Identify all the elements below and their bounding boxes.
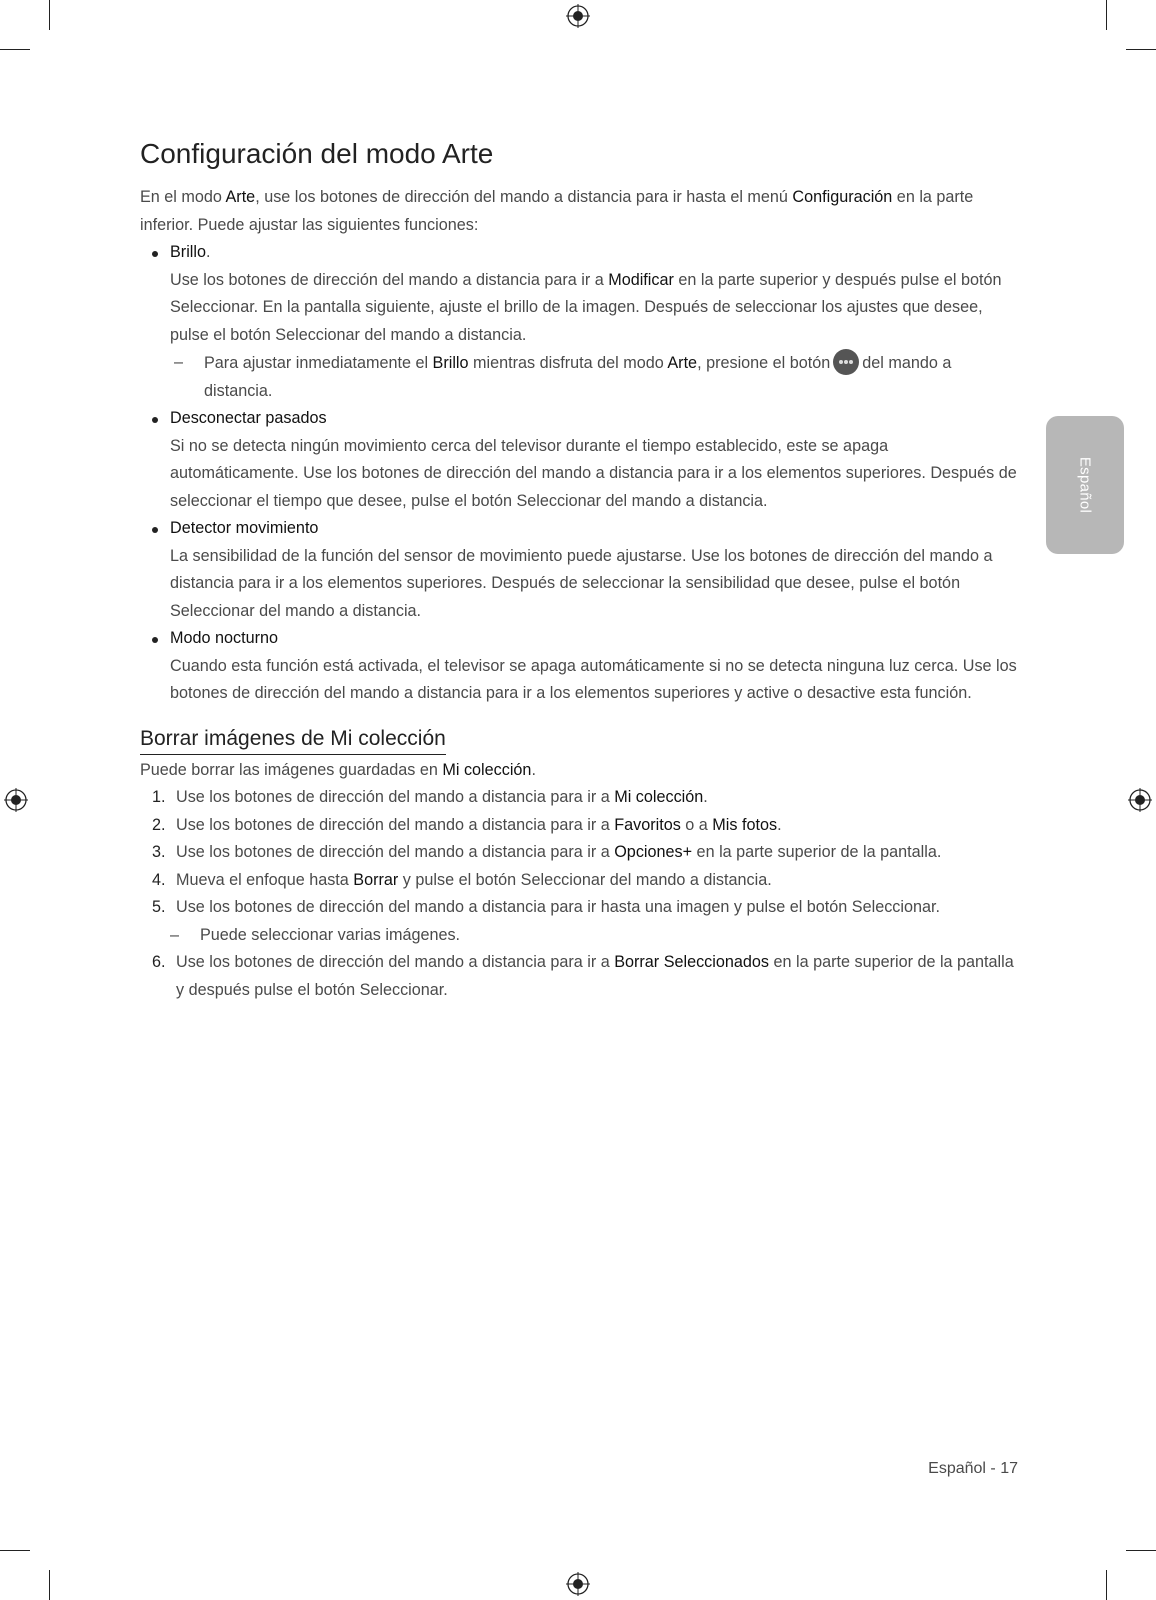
step-item (140, 867, 1020, 895)
crop-mark (0, 49, 30, 50)
language-tab-label: Español (1076, 456, 1094, 514)
registration-mark-icon (566, 1572, 590, 1596)
crop-mark (1126, 49, 1156, 50)
step-text: . (703, 788, 708, 806)
subsection-intro (140, 757, 1020, 785)
menu-term: Borrar (353, 870, 399, 889)
item-description: La sensibilidad de la función del sensor de movimiento puede ajustarse. Use los botones de dirección del mando a distancia para ir a los elementos superiores. Después de seleccionar la sensibilidad que desee, pulse el botón Seleccionar del mando a distancia. (170, 546, 993, 620)
language-side-tab (1046, 416, 1124, 554)
crop-mark (1106, 0, 1107, 30)
step-text: Use los botones de dirección del mando a distancia para ir a (176, 843, 615, 861)
menu-term: Mi colección (442, 760, 532, 779)
menu-term: Arte (225, 188, 256, 206)
menu-term: Mis fotos (712, 815, 778, 834)
more-options-button-icon (833, 349, 859, 375)
section-title: Configuración del modo Arte (140, 138, 494, 169)
step-item (140, 784, 1020, 812)
menu-term: Mi colección (614, 788, 704, 806)
intro-text: . (531, 760, 536, 779)
item-term: Desconectar pasados (170, 409, 327, 427)
item-term: Brillo (170, 243, 206, 261)
step-text: Use los botones de dirección del mando a distancia para ir a (176, 815, 615, 834)
steps-list (140, 784, 1020, 1004)
menu-term: Borrar Seleccionados (614, 953, 769, 971)
registration-mark-icon (1128, 788, 1152, 812)
menu-term: Favoritos (614, 815, 681, 834)
list-item (140, 239, 1020, 405)
settings-list (140, 239, 1020, 708)
note-text: del mando a distancia. (204, 354, 952, 400)
step-text: en la parte superior de la pantalla y después pulse el botón Seleccionar. (176, 953, 1014, 999)
intro-text: En el modo (140, 188, 226, 206)
step-item (140, 839, 1020, 867)
intro-text: Puede borrar las imágenes guardadas en (140, 760, 443, 779)
note-text: Puede seleccionar varias imágenes. (200, 925, 461, 944)
step-text: Use los botones de dirección del mando a distancia para ir hasta una imagen y pulse el botón Seleccionar. (176, 898, 940, 916)
note-text: , presione el botón (697, 354, 831, 372)
intro-text: , use los botones de dirección del mando a distancia para ir hasta el menú (255, 188, 793, 206)
step-number: 1. (152, 788, 166, 806)
list-item (140, 625, 1020, 708)
item-term: Modo nocturno (170, 629, 278, 647)
intro-text: en la parte inferior. Puede ajustar las siguientes funciones: (140, 188, 974, 234)
crop-mark (49, 1570, 50, 1600)
note-text: Para ajustar inmediatamente el (204, 354, 433, 372)
item-term: Detector movimiento (170, 519, 319, 537)
step-number: 6. (152, 953, 166, 971)
step-number: 2. (152, 815, 166, 834)
menu-term: Arte (667, 354, 698, 372)
menu-term: Modificar (608, 270, 674, 289)
registration-mark-icon (566, 4, 590, 28)
step-number: 4. (152, 870, 166, 889)
description-text: Use los botones de dirección del mando a distancia para ir a (170, 270, 609, 289)
step-text: Use los botones de dirección del mando a distancia para ir a (176, 953, 615, 971)
menu-term: Opciones+ (614, 843, 693, 861)
menu-term: Brillo (432, 354, 469, 372)
crop-mark (1126, 1550, 1156, 1551)
step-item (140, 949, 1020, 1004)
item-term-suffix: . (205, 243, 211, 261)
list-item (140, 515, 1020, 625)
step-note (166, 922, 1020, 950)
note-dash: – (174, 353, 184, 371)
registration-mark-icon (4, 788, 28, 812)
step-item (140, 812, 1020, 840)
step-text: y pulse el botón Seleccionar del mando a distancia. (398, 870, 772, 889)
step-text: . (777, 815, 782, 834)
main-content (140, 132, 1020, 1004)
step-item (140, 894, 1020, 949)
step-text: Use los botones de dirección del mando a distancia para ir a (176, 788, 615, 806)
step-text: o a (680, 815, 713, 834)
item-description (170, 267, 1020, 350)
item-description: Cuando esta función está activada, el televisor se apaga automáticamente si no se detecta ninguna luz cerca. Use los botones de dirección del mando a distancia para ir a los elementos superiores y active o desactive esta función. (170, 656, 1017, 702)
crop-mark (1106, 1570, 1107, 1600)
crop-mark (49, 0, 50, 30)
description-text: en la parte superior y después pulse el botón Seleccionar. En la pantalla siguiente, ajuste el brillo de la imagen. Después de seleccionar los ajustes que desee, pulse el botón Seleccionar del mando a distancia. (170, 270, 1002, 344)
page-number: Español - 17 (928, 1460, 1018, 1477)
step-text: Mueva el enfoque hasta (176, 870, 354, 889)
step-number: 3. (152, 843, 166, 861)
step-number: 5. (152, 898, 166, 916)
section-intro (140, 184, 1020, 239)
crop-mark (0, 1550, 30, 1551)
step-text: en la parte superior de la pantalla. (692, 843, 942, 861)
item-note (170, 349, 1020, 405)
subsection-title: Borrar imágenes de Mi colección (140, 724, 446, 755)
list-item (140, 405, 1020, 515)
note-dash: – (170, 925, 180, 944)
note-text: mientras disfruta del modo (468, 354, 668, 372)
menu-term: Configuración (792, 188, 893, 206)
item-description: Si no se detecta ningún movimiento cerca del televisor durante el tiempo establecido, este se apaga automáticamente. Use los botones de dirección del mando a distancia para ir a los elementos superiores. Después de seleccionar el tiempo que desee, pulse el botón Seleccionar del mando a distancia. (170, 436, 1017, 510)
